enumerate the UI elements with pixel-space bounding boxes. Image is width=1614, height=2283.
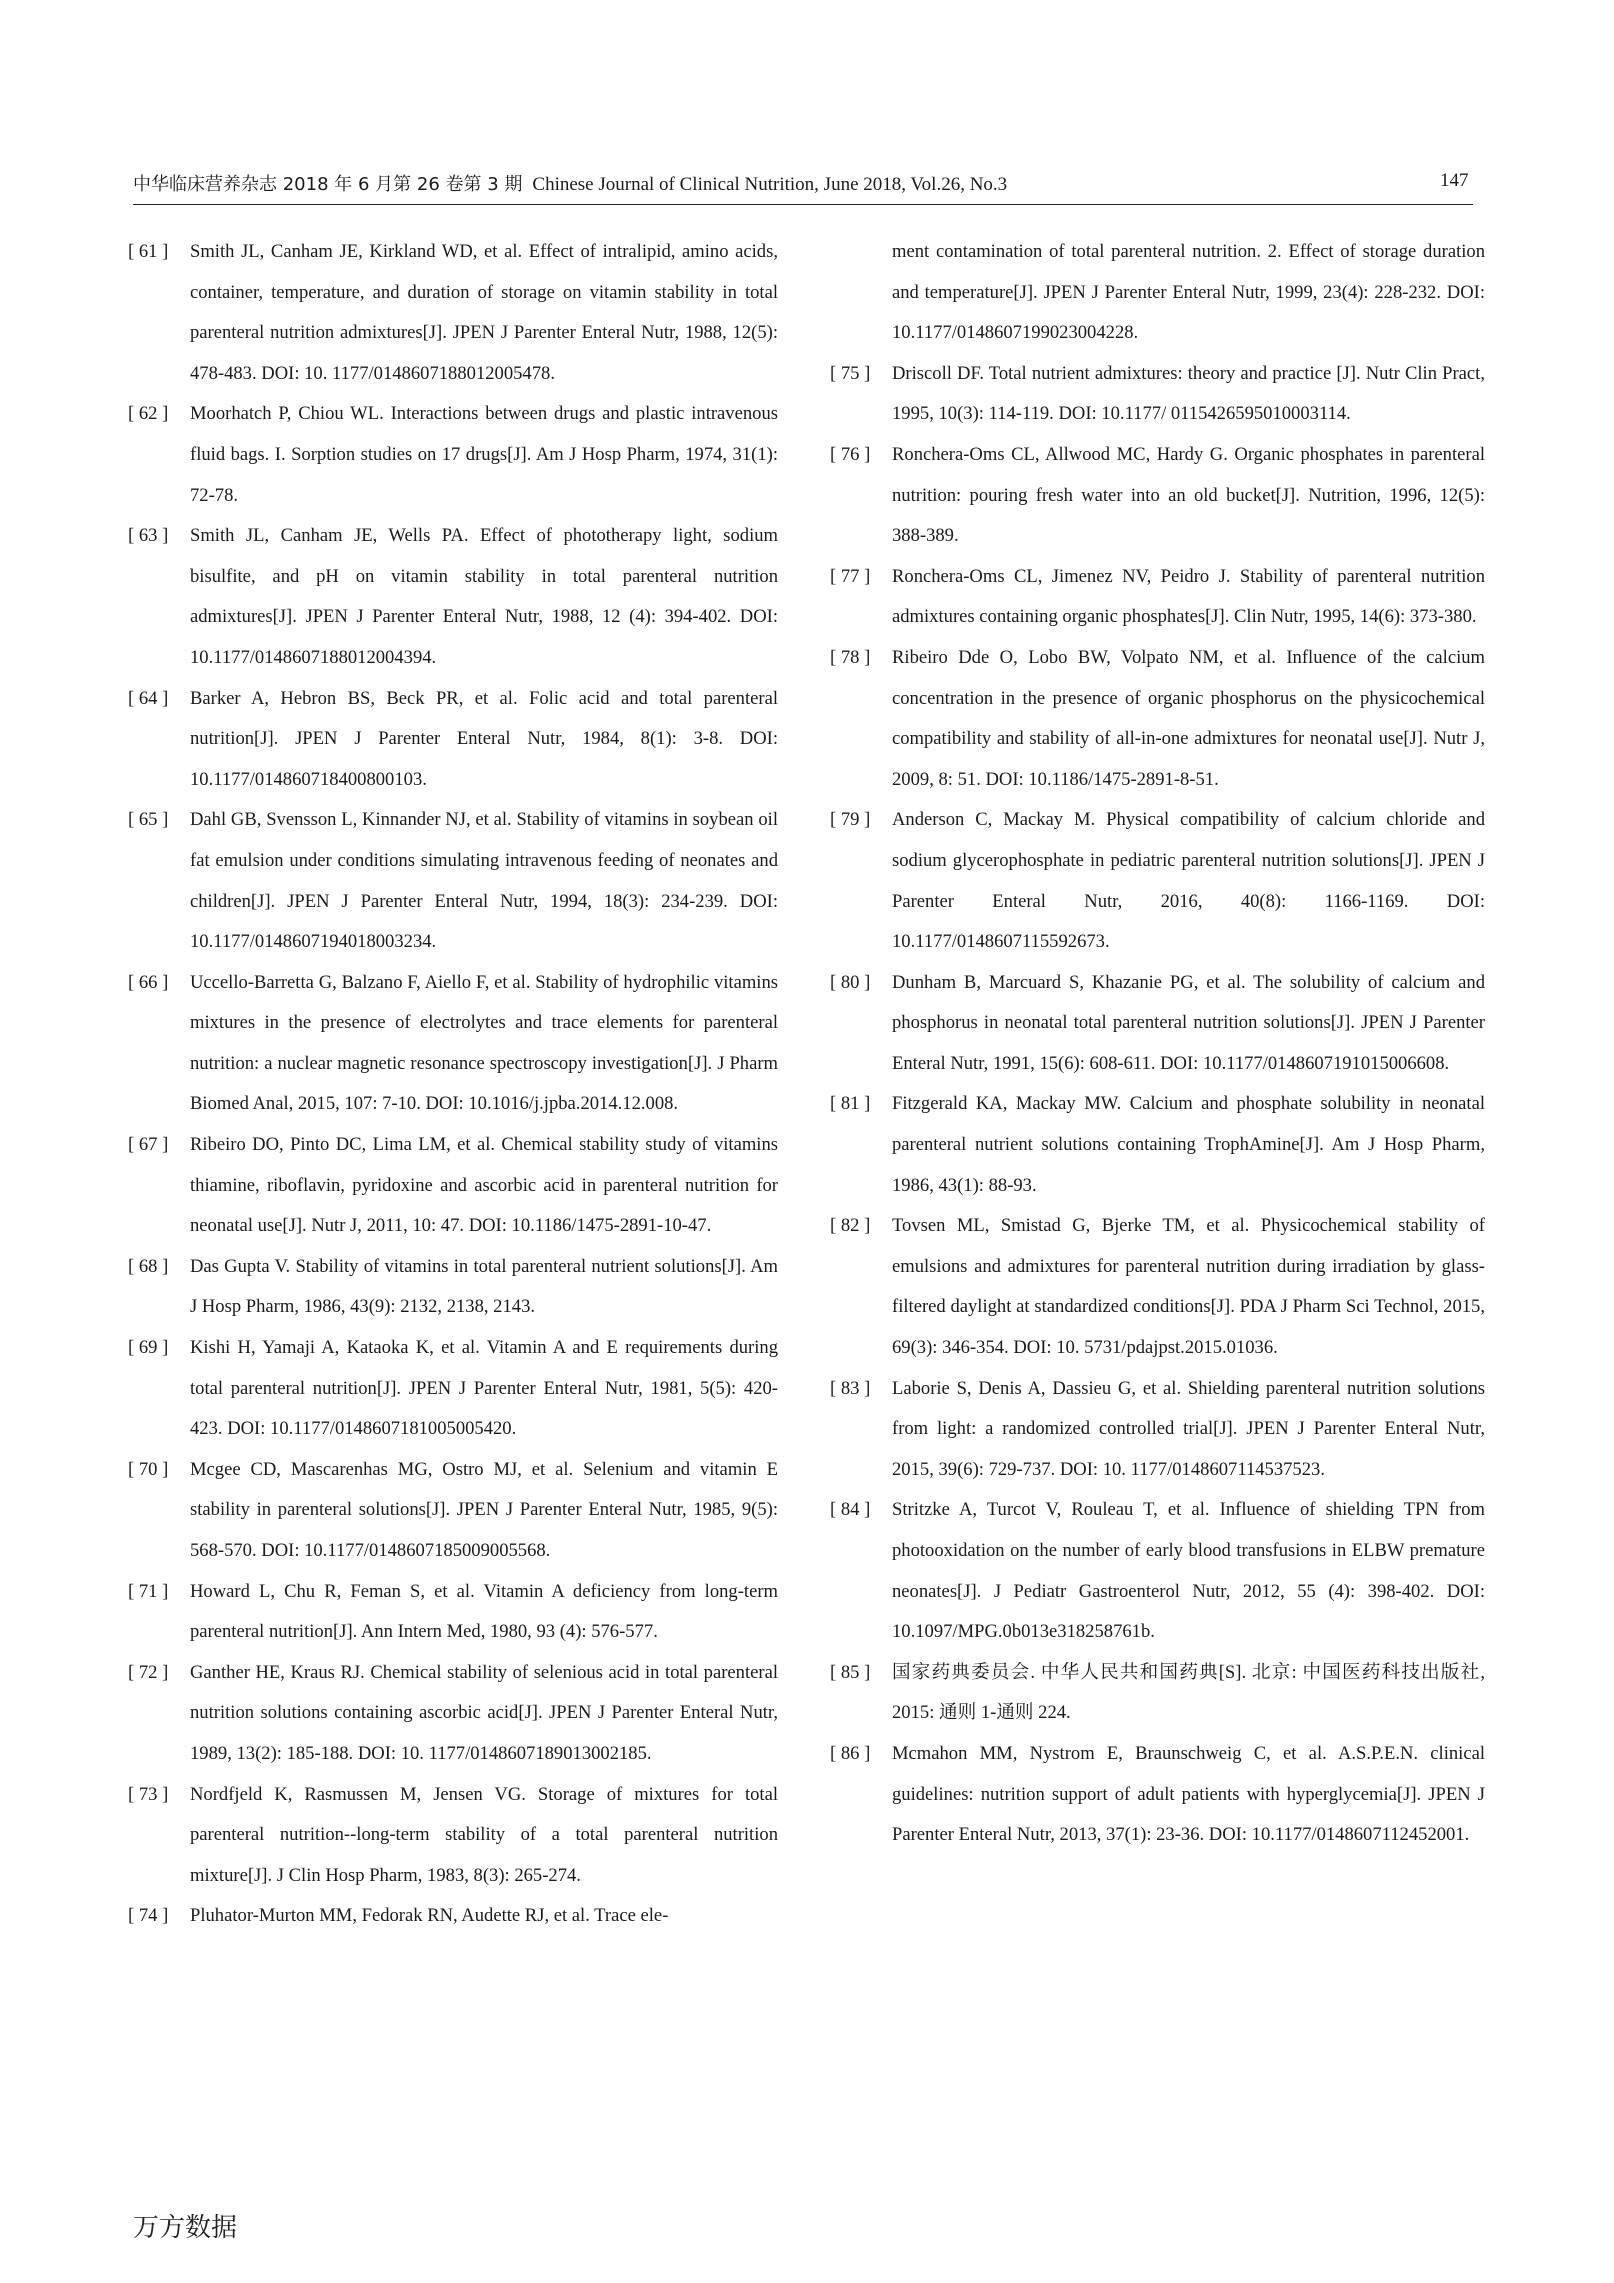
reference-text: Ronchera-Oms CL, Allwood MC, Hardy G. Organic phosphates in parenteral nutrition: pouring fresh water into an old bucket[J]. Nutrition, 1996, 12(5): 388-389. — [892, 443, 1485, 547]
reference-item — [128, 963, 778, 1125]
reference-text: Smith JL, Canham JE, Kirkland WD, et al. Effect of intralipid, amino acids, container, temperature, and duration of storage on vitamin stability in total parenteral nutrition admixtures[J]. JPEN J Parenter Enteral Nutr, 1988, 12(5): 478-483. DOI: 10. 1177/0148607188012005478. — [190, 241, 778, 384]
references-right-column — [830, 232, 1485, 1856]
reference-number: [ 84 ] — [830, 1499, 871, 1521]
reference-text: Fitzgerald KA, Mackay MW. Calcium and phosphate solubility in neonatal parenteral nutrient solutions containing TrophAmine[J]. Am J Hosp Pharm, 1986, 43(1): 88-93. — [892, 1093, 1485, 1196]
reference-text: Pluhator-Murton MM, Fedorak RN, Audette RJ, et al. Trace ele- — [190, 1905, 669, 1927]
reference-number: [ 73 ] — [128, 1783, 169, 1805]
reference-text: Uccello-Barretta G, Balzano F, Aiello F, et al. Stability of hydrophilic vitamins mixtures in the presence of electrolytes and trace elements for parenteral nutrition: a nuclear magnetic resonance spectroscopy investigation[J]. J Pharm Biomed Anal, 2015, 107: 7-10. DOI: 10.1016/j.jpba.2014.12.008. — [190, 971, 778, 1115]
reference-item — [128, 394, 778, 516]
reference-number: [ 65 ] — [128, 809, 169, 831]
reference-number: [ 68 ] — [128, 1255, 169, 1277]
reference-number: [ 86 ] — [830, 1742, 871, 1764]
reference-text: Laborie S, Denis A, Dassieu G, et al. Shielding parenteral nutrition solutions from light: a randomized controlled trial[J]. JPEN J Parenter Enteral Nutr, 2015, 39(6): 729-737. DOI: 10. 1177/0148607114537523. — [892, 1377, 1485, 1480]
reference-item — [830, 963, 1485, 1085]
reference-item — [830, 638, 1485, 800]
reference-text: Driscoll DF. Total nutrient admixtures: theory and practice [J]. Nutr Clin Pract, 1995, 10(3): 114-119. DOI: 10.1177/ 0115426595010003114. — [892, 362, 1485, 425]
reference-item — [128, 1775, 778, 1897]
reference-number: [ 63 ] — [128, 525, 169, 547]
reference-text: Mcmahon MM, Nystrom E, Braunschweig C, et al. A.S.P.E.N. clinical guidelines: nutrition support of adult patients with hyperglycemia[J]. JPEN J Parenter Enteral Nutr, 2013, 37(1): 23-36. DOI: 10.1177/0148607112452001. — [892, 1742, 1485, 1846]
reference-number: [ 81 ] — [830, 1093, 871, 1115]
reference-item — [128, 1896, 778, 1937]
journal-title-cn: 中华临床营养杂志 2018 年 6 月第 26 卷第 3 期 — [133, 174, 523, 195]
reference-number: [ 70 ] — [128, 1458, 169, 1480]
reference-text: Barker A, Hebron BS, Beck PR, et al. Folic acid and total parenteral nutrition[J]. JPEN J Parenter Enteral Nutr, 1984, 8(1): 3-8. DOI: 10.1177/014860718400800103. — [190, 687, 778, 790]
reference-number: [ 74 ] — [128, 1905, 169, 1927]
reference-text: Moorhatch P, Chiou WL. Interactions between drugs and plastic intravenous fluid bags. I. Sorption studies on 17 drugs[J]. Am J Hosp Pharm, 1974, 31(1): 72-78. — [190, 403, 778, 506]
reference-number: [ 62 ] — [128, 403, 169, 425]
reference-item — [128, 1653, 778, 1775]
reference-text: 国家药典委员会. 中华人民共和国药典[S]. 北京: 中国医药科技出版社, 2015: 通则 1-通则 224. — [892, 1661, 1485, 1724]
reference-number: [ 77 ] — [830, 565, 871, 587]
reference-text: Kishi H, Yamaji A, Kataoka K, et al. Vitamin A and E requirements during total parenteral nutrition[J]. JPEN J Parenter Enteral Nutr, 1981, 5(5): 420-423. DOI: 10.1177/0148607181005005420. — [190, 1337, 778, 1440]
reference-text: Howard L, Chu R, Feman S, et al. Vitamin A deficiency from long-term parenteral nutrition[J]. Ann Intern Med, 1980, 93 (4): 576-577. — [190, 1580, 778, 1643]
reference-text: Ganther HE, Kraus RJ. Chemical stability of selenious acid in total parenteral nutrition solutions containing ascorbic acid[J]. JPEN J Parenter Enteral Nutr, 1989, 13(2): 185-188. DOI: 10. 1177/0148607189013002185. — [190, 1661, 778, 1764]
reference-text: Ronchera-Oms CL, Jimenez NV, Peidro J. Stability of parenteral nutrition admixtures containing organic phosphates[J]. Clin Nutr, 1995, 14(6): 373-380. — [892, 565, 1485, 628]
reference-number: [ 82 ] — [830, 1215, 871, 1237]
reference-text: Tovsen ML, Smistad G, Bjerke TM, et al. Physicochemical stability of emulsions and admixtures for parenteral nutrition during irradiation by glass-filtered daylight at standardized conditions[J]. PDA J Pharm Sci Technol, 2015, 69(3): 346-354. DOI: 10. 5731/pdajpst.2015.01036. — [892, 1215, 1485, 1359]
reference-number: [ 71 ] — [128, 1580, 169, 1602]
reference-item — [830, 557, 1485, 638]
reference-item — [128, 1328, 778, 1450]
reference-number: [ 69 ] — [128, 1337, 169, 1359]
reference-item — [830, 1206, 1485, 1368]
reference-item — [128, 232, 778, 394]
reference-item — [128, 1125, 778, 1247]
reference-item — [830, 1084, 1485, 1206]
reference-continuation: ment contamination of total parenteral nutrition. 2. Effect of storage duration and temperature[J]. JPEN J Parenter Enteral Nutr, 1999, 23(4): 228-232. DOI: 10.1177/0148607199023004228. — [892, 241, 1485, 344]
references-left-column — [128, 232, 778, 1937]
reference-number: [ 72 ] — [128, 1661, 169, 1683]
reference-number: [ 80 ] — [830, 971, 871, 993]
reference-text: Dunham B, Marcuard S, Khazanie PG, et al. The solubility of calcium and phosphorus in neonatal total parenteral nutrition solutions[J]. JPEN J Parenter Enteral Nutr, 1991, 15(6): 608-611. DOI: 10.1177/0148607191015006608. — [892, 971, 1485, 1074]
reference-text: Ribeiro DO, Pinto DC, Lima LM, et al. Chemical stability study of vitamins thiamine, riboflavin, pyridoxine and ascorbic acid in parenteral nutrition for neonatal use[J]. Nutr J, 2011, 10: 47. DOI: 10.1186/1475-2891-10-47. — [190, 1134, 778, 1237]
reference-number: [ 76 ] — [830, 443, 871, 465]
reference-item — [830, 1369, 1485, 1491]
reference-text: Anderson C, Mackay M. Physical compatibility of calcium chloride and sodium glycerophosphate in pediatric parenteral nutrition solutions[J]. JPEN J Parenter Enteral Nutr, 2016, 40(8): 1166-1169. DOI: 10.1177/0148607115592673. — [892, 809, 1485, 953]
reference-number: [ 78 ] — [830, 646, 871, 668]
reference-number: [ 61 ] — [128, 241, 169, 262]
reference-number: [ 64 ] — [128, 687, 169, 709]
reference-text: Das Gupta V. Stability of vitamins in total parenteral nutrient solutions[J]. Am J Hosp Pharm, 1986, 43(9): 2132, 2138, 2143. — [190, 1255, 778, 1318]
reference-text: Mcgee CD, Mascarenhas MG, Ostro MJ, et al. Selenium and vitamin E stability in parenteral solutions[J]. JPEN J Parenter Enteral Nutr, 1985, 9(5): 568-570. DOI: 10.1177/0148607185009005568. — [190, 1458, 778, 1561]
reference-number: [ 85 ] — [830, 1661, 871, 1683]
reference-item — [128, 800, 778, 962]
reference-number: [ 67 ] — [128, 1134, 169, 1156]
reference-item — [128, 1450, 778, 1572]
reference-number: [ 83 ] — [830, 1377, 871, 1399]
reference-item — [830, 1490, 1485, 1652]
reference-item — [830, 354, 1485, 435]
reference-number: [ 66 ] — [128, 971, 169, 993]
journal-title-en: Chinese Journal of Clinical Nutrition, June 2018, Vol.26, No.3 — [532, 174, 1008, 195]
reference-number: [ 79 ] — [830, 809, 871, 831]
watermark-text: 万方数据 — [133, 2213, 238, 2243]
reference-number: [ 75 ] — [830, 362, 871, 384]
reference-text: Ribeiro Dde O, Lobo BW, Volpato NM, et al. Influence of the calcium concentration in the presence of organic phosphorus on the physicochemical compatibility and stability of all-in-one admixtures for neonatal use[J]. Nutr J, 2009, 8: 51. DOI: 10.1186/1475-2891-8-51. — [892, 646, 1485, 790]
reference-item — [128, 1572, 778, 1653]
reference-text: Stritzke A, Turcot V, Rouleau T, et al. Influence of shielding TPN from photooxidation on the number of early blood transfusions in ELBW premature neonates[J]. J Pediatr Gastroenterol Nutr, 2012, 55 (4): 398-402. DOI: 10.1097/MPG.0b013e318258761b. — [892, 1499, 1485, 1643]
reference-item — [128, 516, 778, 678]
reference-item — [830, 1734, 1485, 1856]
page-number: 147 — [1440, 170, 1469, 191]
running-header — [133, 170, 1473, 205]
reference-item — [830, 435, 1485, 557]
reference-item — [128, 679, 778, 801]
reference-item — [128, 1247, 778, 1328]
reference-text: Nordfjeld K, Rasmussen M, Jensen VG. Storage of mixtures for total parenteral nutrition--long-term stability of a total parenteral nutrition mixture[J]. J Clin Hosp Pharm, 1983, 8(3): 265-274. — [190, 1783, 778, 1886]
reference-item — [830, 800, 1485, 962]
reference-text: Smith JL, Canham JE, Wells PA. Effect of phototherapy light, sodium bisulfite, and pH on vitamin stability in total parenteral nutrition admixtures[J]. JPEN J Parenter Enteral Nutr, 1988, 12 (4): 394-402. DOI: 10.1177/0148607188012004394. — [190, 525, 778, 668]
reference-text: Dahl GB, Svensson L, Kinnander NJ, et al. Stability of vitamins in soybean oil fat emulsion under conditions simulating intravenous feeding of neonates and children[J]. JPEN J Parenter Enteral Nutr, 1994, 18(3): 234-239. DOI: 10.1177/0148607194018003234. — [190, 809, 778, 953]
reference-item — [830, 1653, 1485, 1734]
